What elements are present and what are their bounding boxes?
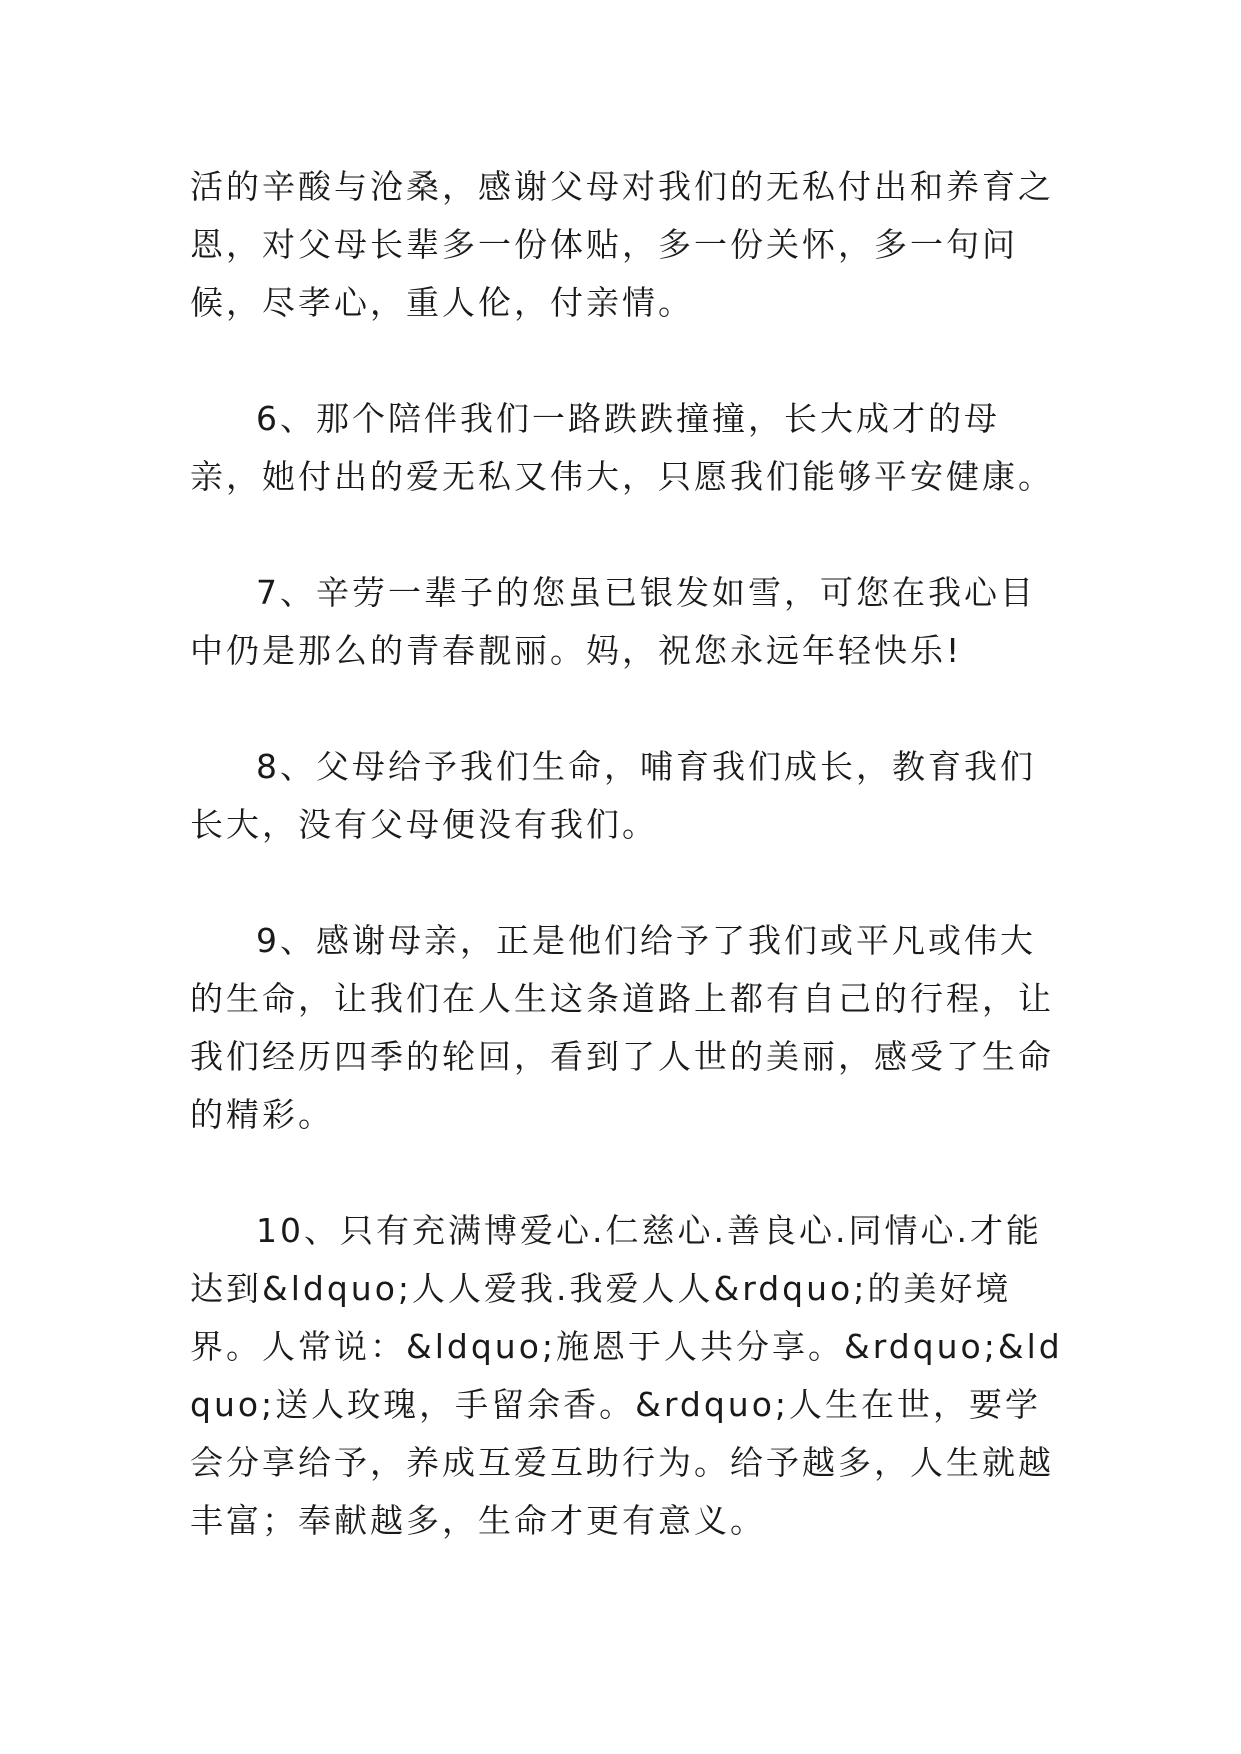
paragraph-item-6: 6、那个陪伴我们一路跌跌撞撞，长大成才的母亲，她付出的爱无私又伟大，只愿我们能够平安健康。 — [190, 399, 1054, 496]
paragraph-item-7: 7、辛劳一辈子的您虽已银发如雪，可您在我心目中仍是那么的青春靓丽。妈，祝您永远年轻快乐! — [190, 573, 1036, 670]
paragraph-item-10: 10、只有充满博爱心.仁慈心.善良心.同情心.才能达到&ldquo;人人爱我.我爱人人&rdquo;的美好境界。人常说：&ldquo;施恩于人共分享。&rdquo;&ldquo;送人玫瑰，手留余香。&rdquo;人生在世，要学会分享给予，养成互爱互助行为。给予越多，人生就越丰富；奉献越多，生命才更有意义。 — [190, 1211, 1063, 1540]
document-body — [190, 158, 1070, 1608]
paragraph-item-9: 9、感谢母亲，正是他们给予了我们或平凡或伟大的生命，让我们在人生这条道路上都有自己的行程，让我们经历四季的轮回，看到了人世的美丽，感受了生命的精彩。 — [190, 921, 1054, 1134]
paragraph-item-8: 8、父母给予我们生命，哺育我们成长，教育我们长大，没有父母便没有我们。 — [190, 747, 1036, 844]
paragraph-continuation: 活的辛酸与沧桑，感谢父母对我们的无私付出和养育之恩，对父母长辈多一份体贴，多一份关怀，多一句问候，尽孝心，重人伦，付亲情。 — [190, 167, 1054, 322]
